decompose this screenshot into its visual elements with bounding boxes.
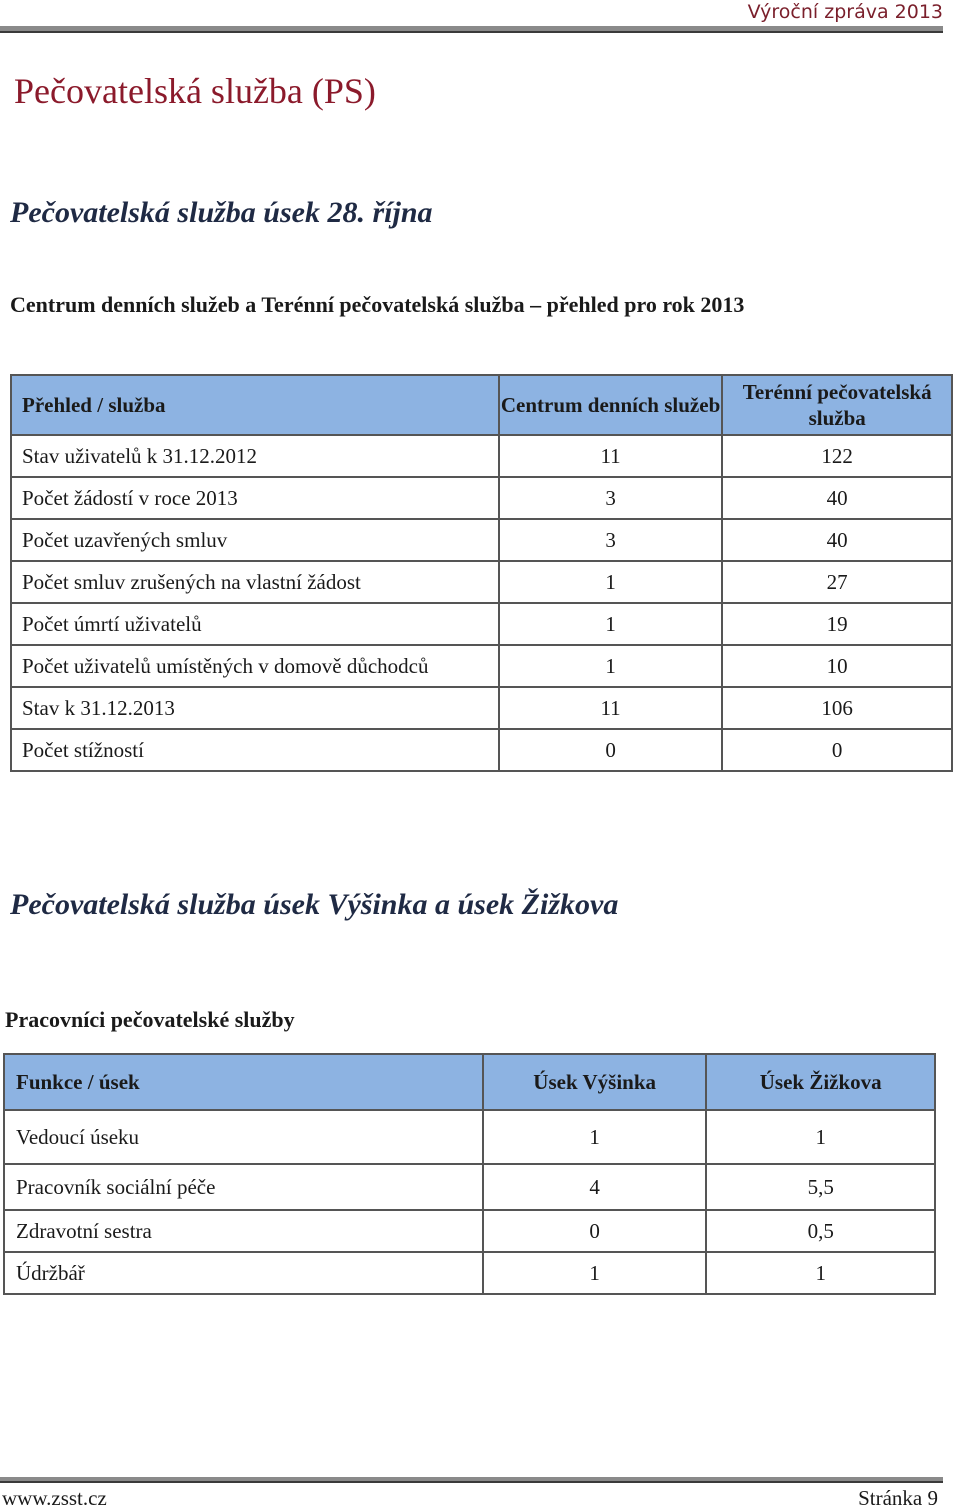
footer-website-link[interactable]: www.zsst.cz [2, 1486, 107, 1510]
column-header-vysinka: Úsek Výšinka [483, 1054, 707, 1110]
cell-value: 0 [483, 1210, 707, 1252]
cell-value: 122 [722, 435, 952, 477]
table-row [11, 603, 952, 645]
table-header-label: Funkce / úsek [4, 1054, 483, 1110]
row-label: Vedoucí úseku [4, 1110, 483, 1164]
table-row [11, 687, 952, 729]
cell-value: 11 [499, 435, 723, 477]
row-label: Stav k 31.12.2013 [11, 687, 499, 729]
column-header-field-care: Terénní pečovatelská služba [722, 375, 952, 435]
page-number: Stránka 9 [858, 1486, 938, 1510]
cell-value: 10 [722, 645, 952, 687]
cell-value: 3 [499, 519, 723, 561]
services-overview-table [10, 374, 953, 772]
table-row [4, 1210, 935, 1252]
row-label: Pracovník sociální péče [4, 1164, 483, 1210]
cell-value: 1 [499, 645, 723, 687]
table-row [11, 645, 952, 687]
staff-table [3, 1053, 936, 1295]
part1-subtitle: Pečovatelská služba úsek 28. října [10, 196, 433, 229]
row-label: Údržbář [4, 1252, 483, 1294]
cell-value: 0 [499, 729, 723, 771]
part2-table-caption: Pracovníci pečovatelské služby [5, 1007, 295, 1032]
row-label: Počet uživatelů umístěných v domově důchodců [11, 645, 499, 687]
part2-subtitle: Pečovatelská služba úsek Výšinka a úsek Žižkova [10, 888, 619, 921]
cell-value: 40 [722, 477, 952, 519]
row-label: Zdravotní sestra [4, 1210, 483, 1252]
row-label: Počet uzavřených smluv [11, 519, 499, 561]
cell-value: 0,5 [706, 1210, 935, 1252]
table-row [11, 435, 952, 477]
table-row [11, 519, 952, 561]
table-header-row [11, 375, 952, 435]
section-title: Pečovatelská služba (PS) [14, 71, 376, 111]
table-row [4, 1110, 935, 1164]
table-row [11, 477, 952, 519]
cell-value: 1 [483, 1252, 707, 1294]
table-header-label: Přehled / služba [11, 375, 499, 435]
row-label: Počet stížností [11, 729, 499, 771]
cell-value: 3 [499, 477, 723, 519]
cell-value: 1 [706, 1110, 935, 1164]
cell-value: 40 [722, 519, 952, 561]
footer-divider [0, 1477, 943, 1483]
row-label: Počet smluv zrušených na vlastní žádost [11, 561, 499, 603]
table-row [4, 1164, 935, 1210]
cell-value: 1 [499, 561, 723, 603]
cell-value: 1 [483, 1110, 707, 1164]
table-header-row [4, 1054, 935, 1110]
cell-value: 4 [483, 1164, 707, 1210]
table-row [4, 1252, 935, 1294]
cell-value: 27 [722, 561, 952, 603]
cell-value: 0 [722, 729, 952, 771]
row-label: Stav uživatelů k 31.12.2012 [11, 435, 499, 477]
column-header-zizkova: Úsek Žižkova [706, 1054, 935, 1110]
cell-value: 1 [706, 1252, 935, 1294]
column-header-day-center: Centrum denních služeb [499, 375, 723, 435]
row-label: Počet žádostí v roce 2013 [11, 477, 499, 519]
report-header-title: Výroční zpráva 2013 [747, 1, 943, 23]
cell-value: 1 [499, 603, 723, 645]
cell-value: 5,5 [706, 1164, 935, 1210]
table-row [11, 561, 952, 603]
header-divider [0, 26, 943, 33]
table-row [11, 729, 952, 771]
cell-value: 19 [722, 603, 952, 645]
cell-value: 106 [722, 687, 952, 729]
row-label: Počet úmrtí uživatelů [11, 603, 499, 645]
cell-value: 11 [499, 687, 723, 729]
part1-table-caption: Centrum denních služeb a Terénní pečovatelská služba – přehled pro rok 2013 [10, 292, 745, 317]
